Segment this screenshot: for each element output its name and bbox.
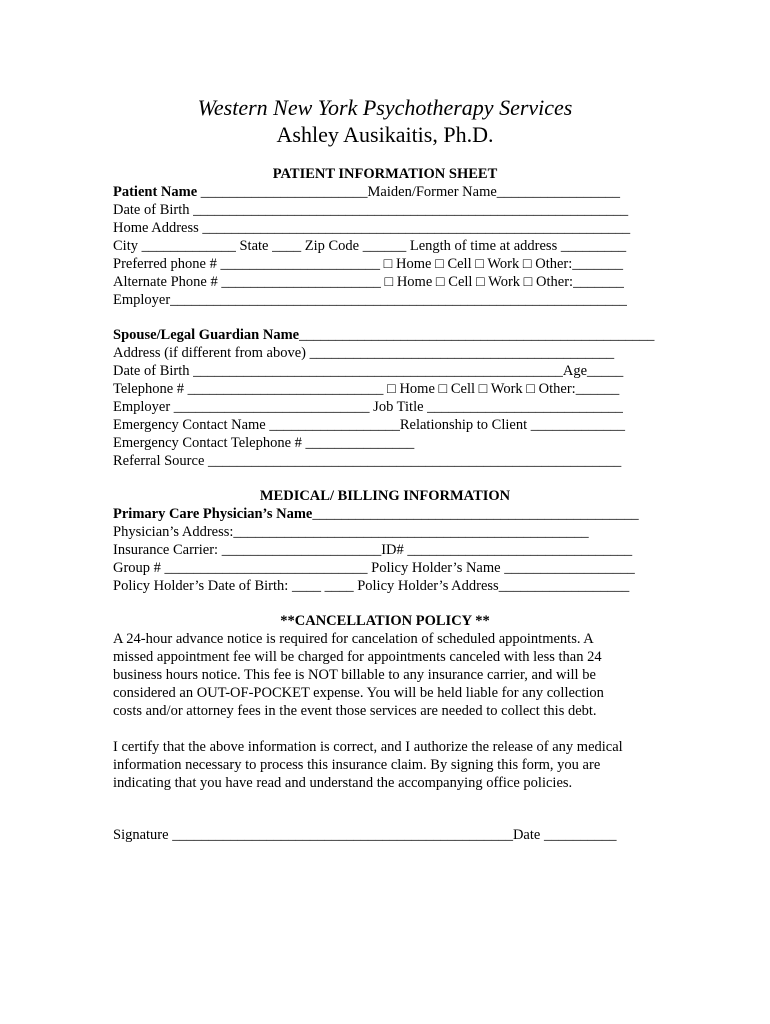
referral-source-field[interactable]: Referral Source _________________________________________________________ — [113, 453, 622, 469]
patient-info-heading: PATIENT INFORMATION SHEET — [272, 166, 498, 182]
employer-field[interactable]: Employer_______________________________________________________________ — [113, 292, 627, 308]
spouse-name-field[interactable] — [113, 326, 654, 344]
spouse-address-field[interactable]: Address (if different from above) __________________________________________ — [113, 345, 615, 361]
preferred-phone-field[interactable]: Preferred phone # ______________________ □ Home □ Cell □ Work □ Other:_______ — [113, 256, 624, 272]
pcp-name-field[interactable] — [113, 505, 639, 523]
alternate-phone-field[interactable]: Alternate Phone # ______________________ □ Home □ Cell □ Work □ Other:_______ — [113, 274, 624, 290]
home-address-field[interactable]: Home Address ___________________________________________________________ — [113, 220, 631, 236]
city-state-zip-field[interactable]: City _____________ State ____ Zip Code ______ Length of time at address _________ — [113, 238, 627, 254]
pcp-name-blank: _____________________________________________ — [312, 506, 639, 522]
cancellation-policy-text — [113, 630, 673, 720]
emergency-contact-field[interactable]: Emergency Contact Name __________________Relationship to Client _____________ — [113, 417, 626, 433]
insurance-carrier-field[interactable]: Insurance Carrier: ______________________ID# _______________________________ — [113, 542, 633, 558]
policy-holder-field[interactable]: Policy Holder’s Date of Birth: ____ ____ Policy Holder’s Address__________________ — [113, 578, 630, 594]
pcp-name-label: Primary Care Physician’s Name — [113, 506, 313, 522]
certification-text — [113, 738, 673, 792]
spouse-name-label: Spouse/Legal Guardian Name — [113, 327, 300, 343]
certification-line: I certify that the above information is correct, and I authorize the release of any medical — [113, 739, 623, 755]
certification-line: information necessary to process this insurance claim. By signing this form, you are — [113, 757, 601, 773]
doctor-name: Ashley Ausikaitis, Ph.D. — [276, 122, 494, 147]
policy-line: A 24-hour advance notice is required for cancelation of scheduled appointments. A — [113, 631, 594, 647]
dob-field[interactable]: Date of Birth ____________________________________________________________ — [113, 202, 629, 218]
certification-line: indicating that you have read and understand the accompanying office policies. — [113, 775, 573, 791]
patient-name-label: Patient Name — [113, 184, 198, 200]
practice-name: Western New York Psychotherapy Services — [197, 95, 573, 120]
physician-address-field[interactable]: Physician’s Address:_________________________________________________ — [113, 524, 589, 540]
spouse-employer-field[interactable]: Employer ___________________________ Job Title ___________________________ — [113, 399, 623, 415]
policy-line: considered an OUT-OF-POCKET expense. You will be held liable for any collection — [113, 685, 604, 701]
spouse-dob-field[interactable]: Date of Birth ___________________________________________________Age_____ — [113, 363, 624, 379]
emergency-phone-field[interactable]: Emergency Contact Telephone # _______________ — [113, 435, 415, 451]
cancellation-policy-heading: **CANCELLATION POLICY ** — [280, 613, 490, 629]
medical-billing-heading: MEDICAL/ BILLING INFORMATION — [259, 488, 511, 504]
spouse-telephone-field[interactable]: Telephone # ___________________________ □ Home □ Cell □ Work □ Other:______ — [113, 381, 620, 397]
group-number-field[interactable]: Group # ____________________________ Policy Holder’s Name __________________ — [113, 560, 635, 576]
policy-line: business hours notice. This fee is NOT billable to any insurance carrier, and will be — [113, 667, 596, 683]
spouse-name-blank: _________________________________________________ — [299, 327, 655, 343]
patient-name-blank: _______________________Maiden/Former Name_________________ — [197, 184, 621, 200]
policy-line: costs and/or attorney fees in the event those services are needed to collect this debt. — [113, 703, 597, 719]
policy-line: missed appointment fee will be charged for appointments canceled with less than 24 — [113, 649, 602, 665]
signature-date-field[interactable]: Signature _______________________________________________Date __________ — [113, 827, 617, 843]
patient-name-field[interactable] — [113, 183, 620, 201]
